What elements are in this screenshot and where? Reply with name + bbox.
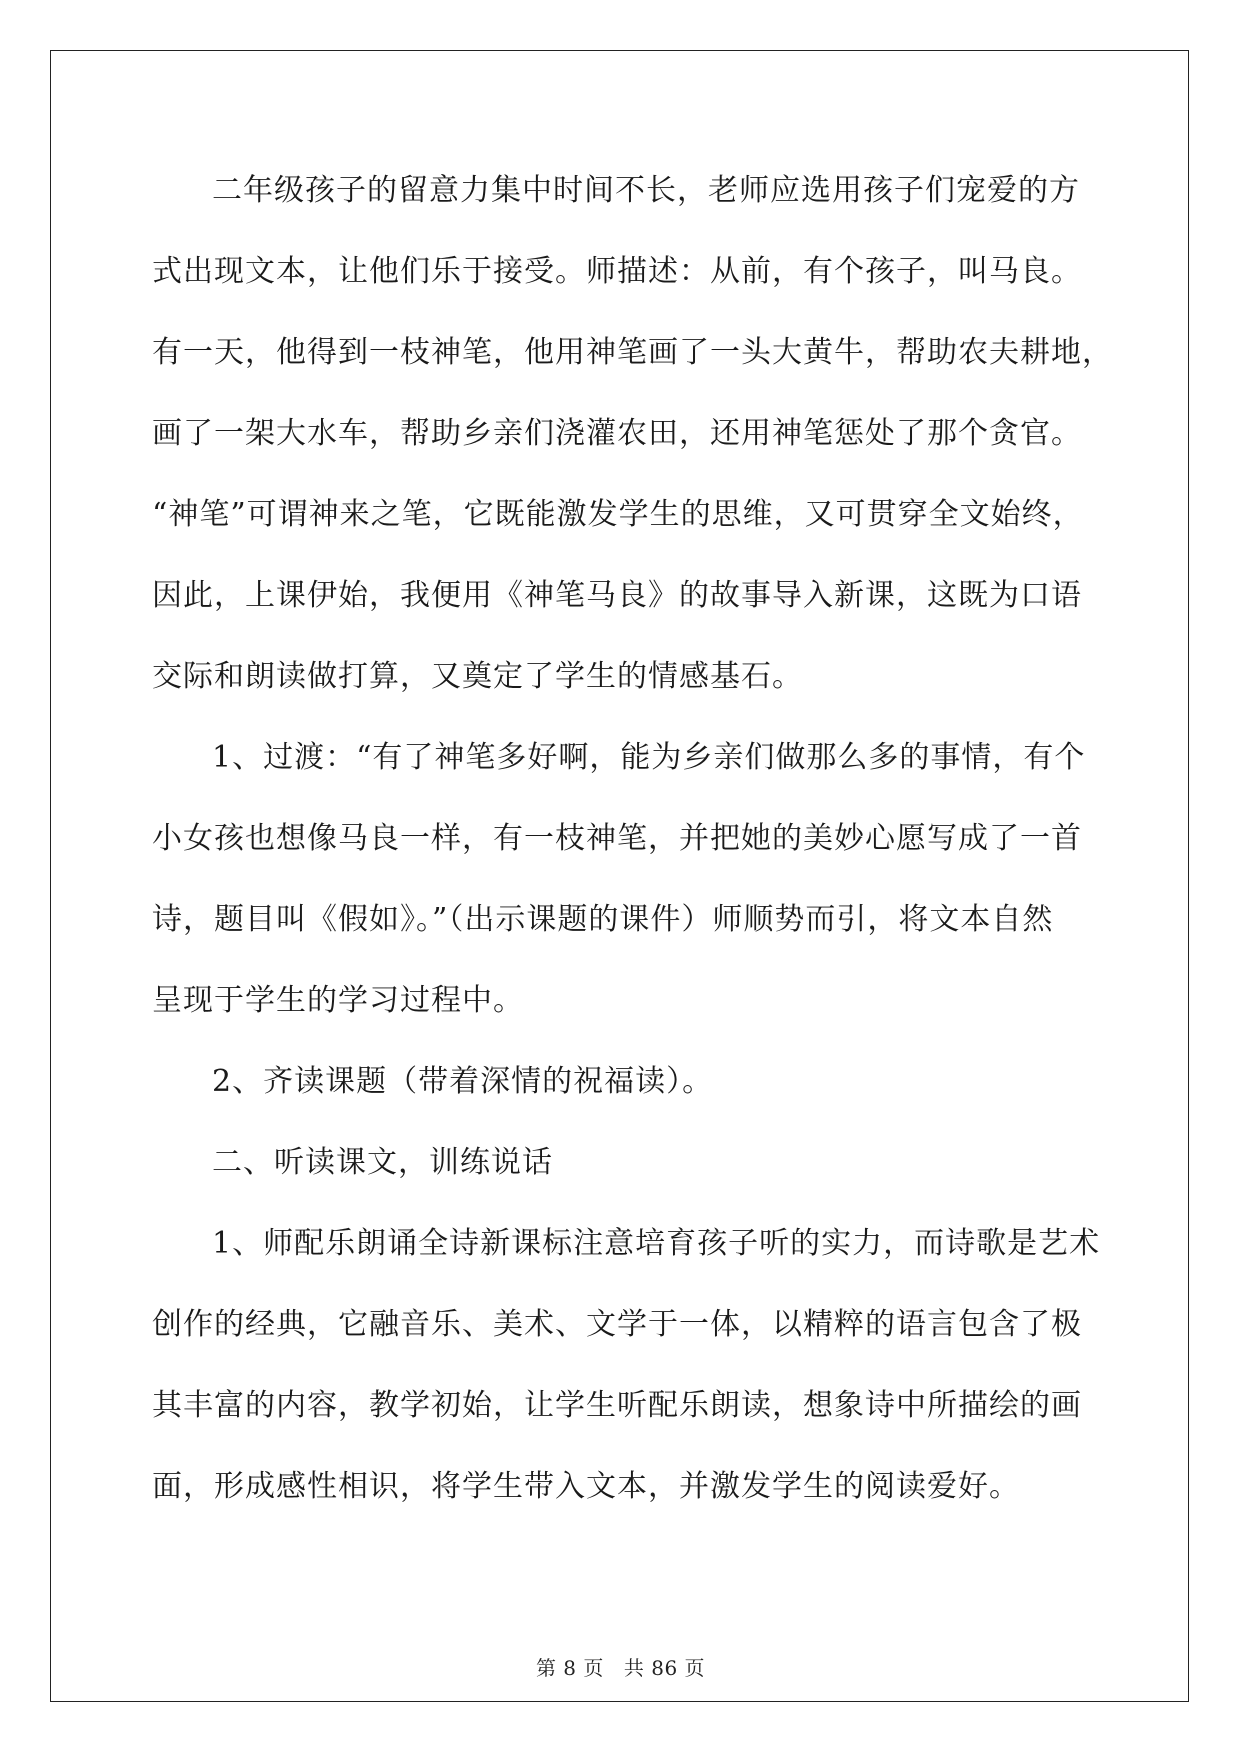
text-line: 诗，题目叫《假如》。”（出示课题的课件）师顺势而引，将文本自然 — [152, 902, 1054, 937]
text-line: 1、过渡：“有了神笔多好啊，能为乡亲们做那么多的事情，有个 — [212, 740, 1086, 775]
text-line: 式出现文本，让他们乐于接受。师描述：从前，有个孩子，叫马良。 — [152, 254, 1082, 289]
text-line: “神笔”可谓神来之笔，它既能激发学生的思维，又可贯穿全文始终， — [152, 497, 1084, 532]
text-line: 2、齐读课题（带着深情的祝福读）。 — [212, 1064, 714, 1099]
page-total: 共 86 页 — [623, 1656, 706, 1680]
text-line: 有一天，他得到一枝神笔，他用神笔画了一头大黄牛，帮助农夫耕地， — [152, 335, 1113, 370]
text-line: 创作的经典，它融音乐、美术、文学于一体，以精粹的语言包含了极 — [152, 1307, 1082, 1342]
text-line: 二年级孩子的留意力集中时间不长，老师应选用孩子们宠爱的方 — [212, 173, 1080, 208]
page-footer — [0, 1652, 1241, 1681]
text-line: 因此，上课伊始，我便用《神笔马良》的故事导入新课，这既为口语 — [152, 578, 1082, 613]
section-heading — [152, 1122, 1112, 1203]
text-line: 交际和朗读做打算，又奠定了学生的情感基石。 — [152, 659, 803, 694]
document-body — [152, 150, 1112, 1527]
text-line: 面，形成感性相识，将学生带入文本，并激发学生的阅读爱好。 — [152, 1469, 1020, 1504]
paragraph-transition — [152, 717, 1112, 1041]
paragraph-recitation — [152, 1203, 1112, 1527]
text-line: 小女孩也想像马良一样，有一枝神笔，并把她的美妙心愿写成了一首 — [152, 821, 1082, 856]
text-line: 其丰富的内容，教学初始，让学生听配乐朗读，想象诗中所描绘的画 — [152, 1388, 1082, 1423]
text-line: 1、师配乐朗诵全诗新课标注意培育孩子听的实力，而诗歌是艺术 — [212, 1226, 1101, 1261]
text-line: 画了一架大水车，帮助乡亲们浇灌农田，还用神笔惩处了那个贪官。 — [152, 416, 1082, 451]
paragraph-intro — [152, 150, 1112, 717]
paragraph-read-title — [152, 1041, 1112, 1122]
page-number: 第 8 页 — [535, 1656, 604, 1680]
text-line: 呈现于学生的学习过程中。 — [152, 983, 524, 1018]
text-line: 二、听读课文，训练说话 — [212, 1145, 553, 1180]
